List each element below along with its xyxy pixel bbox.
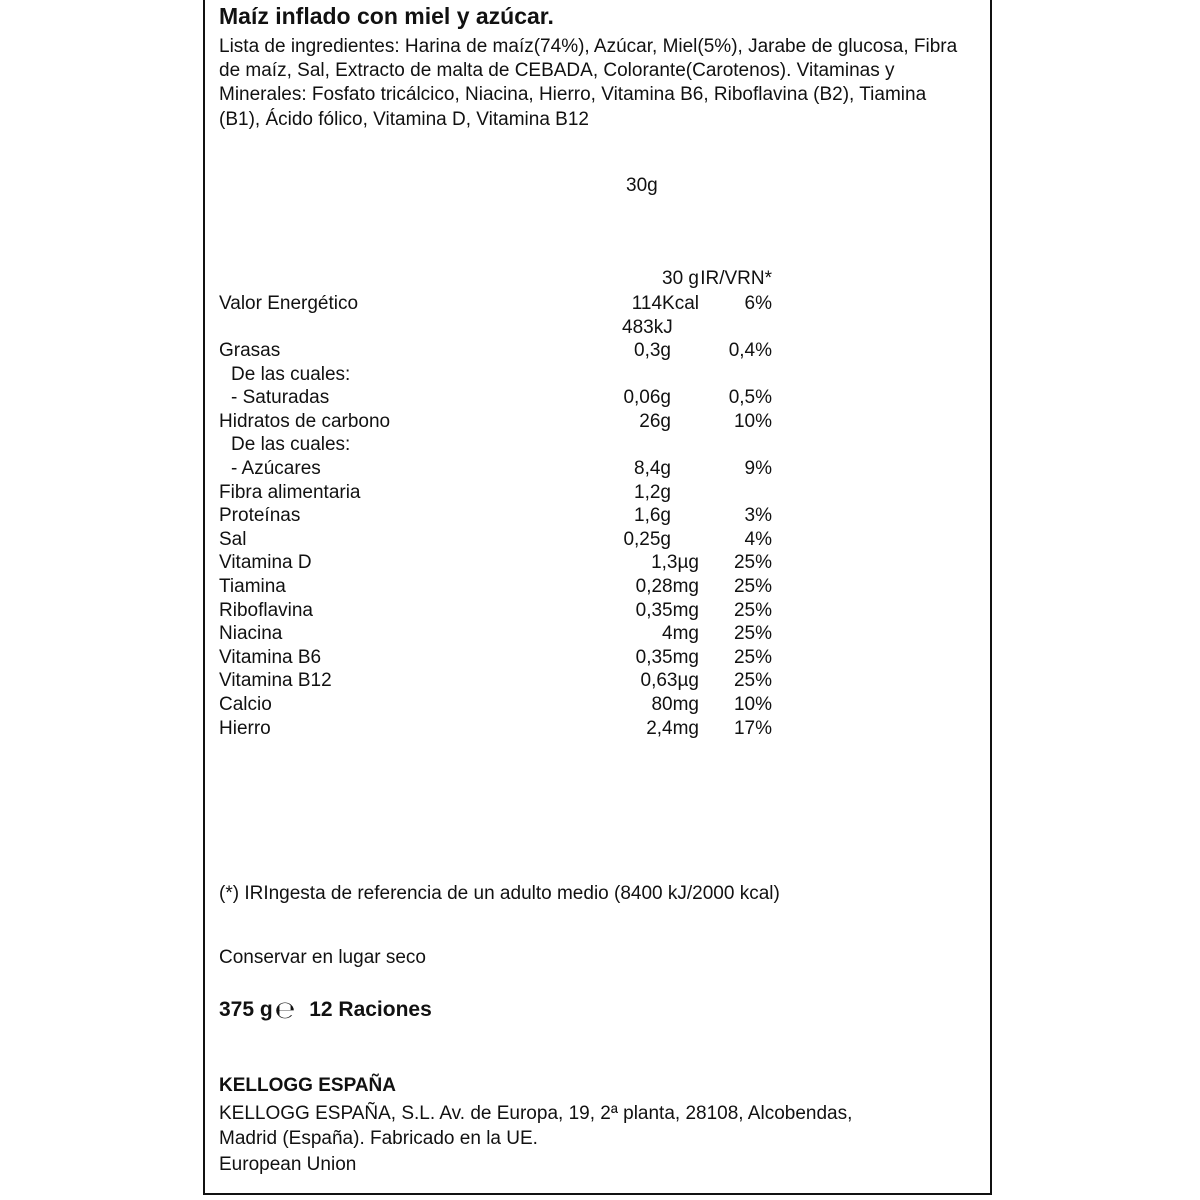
nutrient-name: Proteínas: [219, 505, 301, 526]
nutrient-amount: 0,25g: [623, 529, 671, 550]
nutrient-percent: 25%: [733, 600, 772, 621]
nutrient-name: Calcio: [219, 694, 272, 715]
ingredients-list: Lista de ingredientes: Harina de maíz(74%), Azúcar, Miel(5%), Jarabe de glucosa, Fibra de maíz, Sal, Extracto de malta de CEBADA, Colorante(Carotenos). Vitaminas y Minerales: Fosfato tricálcico, Niacina, Hierro, Vitamina B6, Riboflavina (B2), Tiamina (B1), Ácido fólico, Vitamina D, Vitamina B12: [219, 36, 958, 130]
nutrient-percent: 25%: [733, 670, 772, 691]
nutrient-percent: 4%: [744, 529, 772, 550]
energy-label: Valor Energético: [219, 293, 359, 314]
nutrient-amount: 0,06g: [623, 387, 671, 408]
nutrient-percent: 0,4%: [728, 340, 772, 361]
nutrient-name: Vitamina D: [219, 552, 312, 573]
estimated-sign-icon: ℮: [274, 996, 296, 1024]
nutrient-name: Tiamina: [219, 576, 286, 597]
nutrient-percent: 17%: [733, 718, 772, 739]
manufacturer-address-line1: KELLOGG ESPAÑA, S.L. Av. de Europa, 19, 2ª planta, 28108, Alcobendas,: [219, 1103, 853, 1124]
nutrient-amount: 1,6g: [634, 505, 671, 526]
nutrient-amount: 0,35mg: [635, 600, 699, 621]
nutrient-percent: 0,5%: [728, 387, 772, 408]
nutrient-name: Vitamina B6: [219, 647, 322, 668]
nutrient-percent: 3%: [744, 505, 772, 526]
net-weight: 375 g: [219, 998, 273, 1021]
nutrient-name: Hidratos de carbono: [219, 411, 391, 432]
nutrient-amount: 1,3µg: [651, 552, 699, 573]
net-quantity: [219, 998, 432, 1022]
nutrient-amount: 0,63µg: [640, 670, 699, 691]
nutrient-name: - Saturadas: [231, 387, 330, 408]
nutrient-name: Grasas: [219, 340, 281, 361]
servings-count: 12 Raciones: [309, 998, 432, 1021]
nutrient-name: Hierro: [219, 718, 271, 739]
manufacturer-brand: KELLOGG ESPAÑA: [219, 1075, 396, 1096]
nutrient-name: Riboflavina: [219, 600, 313, 621]
nutrient-amount: 80mg: [651, 694, 699, 715]
serving-size: 30g: [626, 175, 658, 196]
nutrient-amount: 1,2g: [634, 482, 671, 503]
nutrient-name: Vitamina B12: [219, 670, 332, 691]
nutrient-amount: 0,35mg: [635, 647, 699, 668]
nutrient-amount: 0,3g: [634, 340, 671, 361]
nutrient-amount: 8,4g: [634, 458, 671, 479]
product-title: Maíz inflado con miel y azúcar.: [219, 3, 554, 29]
nutrient-percent: 25%: [733, 576, 772, 597]
nutrient-amount: 26g: [639, 411, 671, 432]
energy-kj: 483kJ: [622, 317, 673, 338]
nutrient-amount: 2,4mg: [646, 718, 699, 739]
nutrient-amount: 4mg: [662, 623, 699, 644]
nutrient-percent: 10%: [733, 694, 772, 715]
nutrient-percent: 25%: [733, 552, 772, 573]
nutrient-percent: 9%: [744, 458, 772, 479]
nutrition-header-amount: 30 g: [662, 268, 699, 289]
nutrient-name: - Azúcares: [231, 458, 321, 479]
nutrient-name: Sal: [219, 529, 247, 550]
nutrient-name: Fibra alimentaria: [219, 482, 361, 503]
nutrition-header-percent: IR/VRN*: [700, 268, 772, 289]
nutrient-percent: 10%: [733, 411, 772, 432]
footnote: (*) IRIngesta de referencia de un adulto medio (8400 kJ/2000 kcal): [219, 883, 780, 904]
nutrient-amount: 0,28mg: [635, 576, 699, 597]
storage-instructions: Conservar en lugar seco: [219, 947, 426, 968]
energy-kcal: 114Kcal: [631, 293, 699, 314]
nutrient-name: De las cuales:: [231, 434, 351, 455]
energy-percent: 6%: [744, 293, 772, 314]
manufacturer-address-line2: Madrid (España). Fabricado en la UE.: [219, 1128, 538, 1149]
nutrient-name: Niacina: [219, 623, 283, 644]
nutrient-percent: 25%: [733, 647, 772, 668]
nutrient-percent: 25%: [733, 623, 772, 644]
origin: European Union: [219, 1154, 357, 1175]
nutrient-name: De las cuales:: [231, 364, 351, 385]
